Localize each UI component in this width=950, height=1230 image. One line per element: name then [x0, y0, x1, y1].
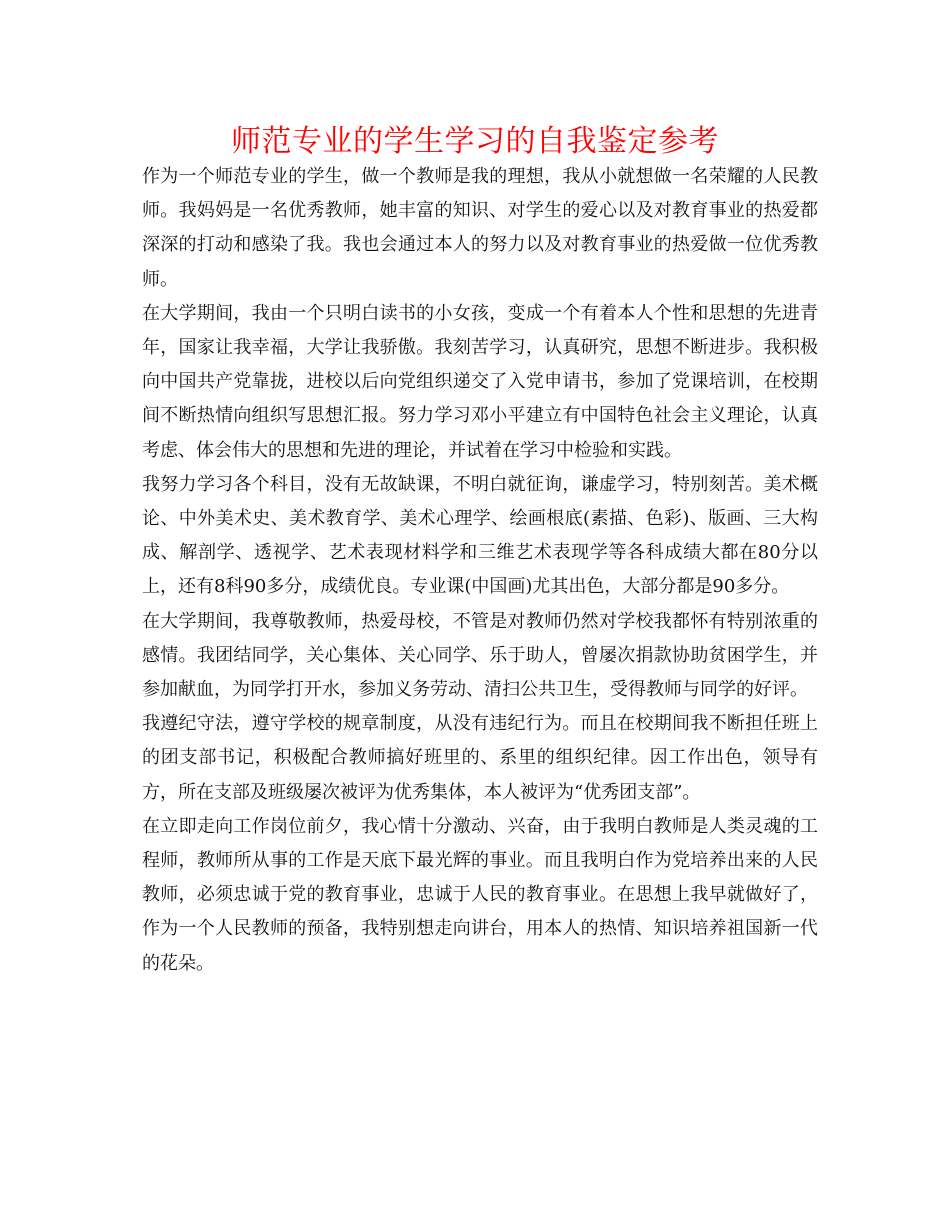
paragraph-discipline: 我遵纪守法，遵守学校的规章制度，从没有违纪行为。而且在校期间我不断担任班上的团支部书记，积极配合教师搞好班里的、系里的组织纪律。因工作出色，领导有方，所在支部及班级屡次被评为优秀集体，本人被评为“优秀团支部”。: [142, 713, 818, 803]
paragraph-career-outlook: 在立即走向工作岗位前夕，我心情十分激动、兴奋，由于我明白教师是人类灵魂的工程师，教师所从事的工作是天底下最光辉的事业。而且我明白作为党培养出来的人民教师，必须忠诚于党的教育事业，忠诚于人民的教育事业。在思想上我早就做好了，作为一个人民教师的预备，我特别想走向讲台，用本人的热情、知识培养祖国新一代的花朵。: [142, 815, 818, 974]
paragraph-respect-and-unity: 在大学期间，我尊敬教师，热爱母校，不管是对教师仍然对学校我都怀有特别浓重的感情。我团结同学，关心集体、关心同学、乐于助人，曾屡次捐款协助贫困学生，并参加献血，为同学打开水，参加义务劳动、清扫公共卫生，受得教师与同学的好评。: [142, 610, 818, 701]
paragraph-aspiration: 作为一个师范专业的学生，做一个教师是我的理想，我从小就想做一名荣耀的人民教师。我妈妈是一名优秀教师，她丰富的知识、对学生的爱心以及对教育事业的热爱都深深的打动和感染了我。我也会通过本人的努力以及对教育事业的热爱做一位优秀教师。: [142, 166, 818, 290]
paragraph-university-growth: 在大学期间，我由一个只明白读书的小女孩，变成一个有着本人个性和思想的先进青年，国家让我幸福，大学让我骄傲。我刻苦学习，认真研究，思想不断进步。我积极向中国共产党靠拢，进校以后向党组织递交了入党申请书，参加了党课培训，在校期间不断热情向组织写思想汇报。努力学习邓小平建立有中国特色社会主义理论，认真考虑、体会伟大的思想和先进的理论，并试着在学习中检验和实践。: [142, 302, 818, 461]
document-body: [142, 160, 818, 981]
paragraph-academic-study: 我努力学习各个科目，没有无故缺课，不明白就征询，谦虚学习，特别刻苦。美术概论、中外美术史、美术教育学、美术心理学、绘画根底(素描、色彩)、版画、三大构成、解剖学、透视学、艺术表现材料学和三维艺术表现学等各科成绩大都在80分以上，还有8科90多分，成绩优良。专业课(中国画)尤其出色，大部分都是90多分。: [142, 473, 818, 598]
document-title: 师范专业的学生学习的自我鉴定参考: [231, 124, 719, 159]
